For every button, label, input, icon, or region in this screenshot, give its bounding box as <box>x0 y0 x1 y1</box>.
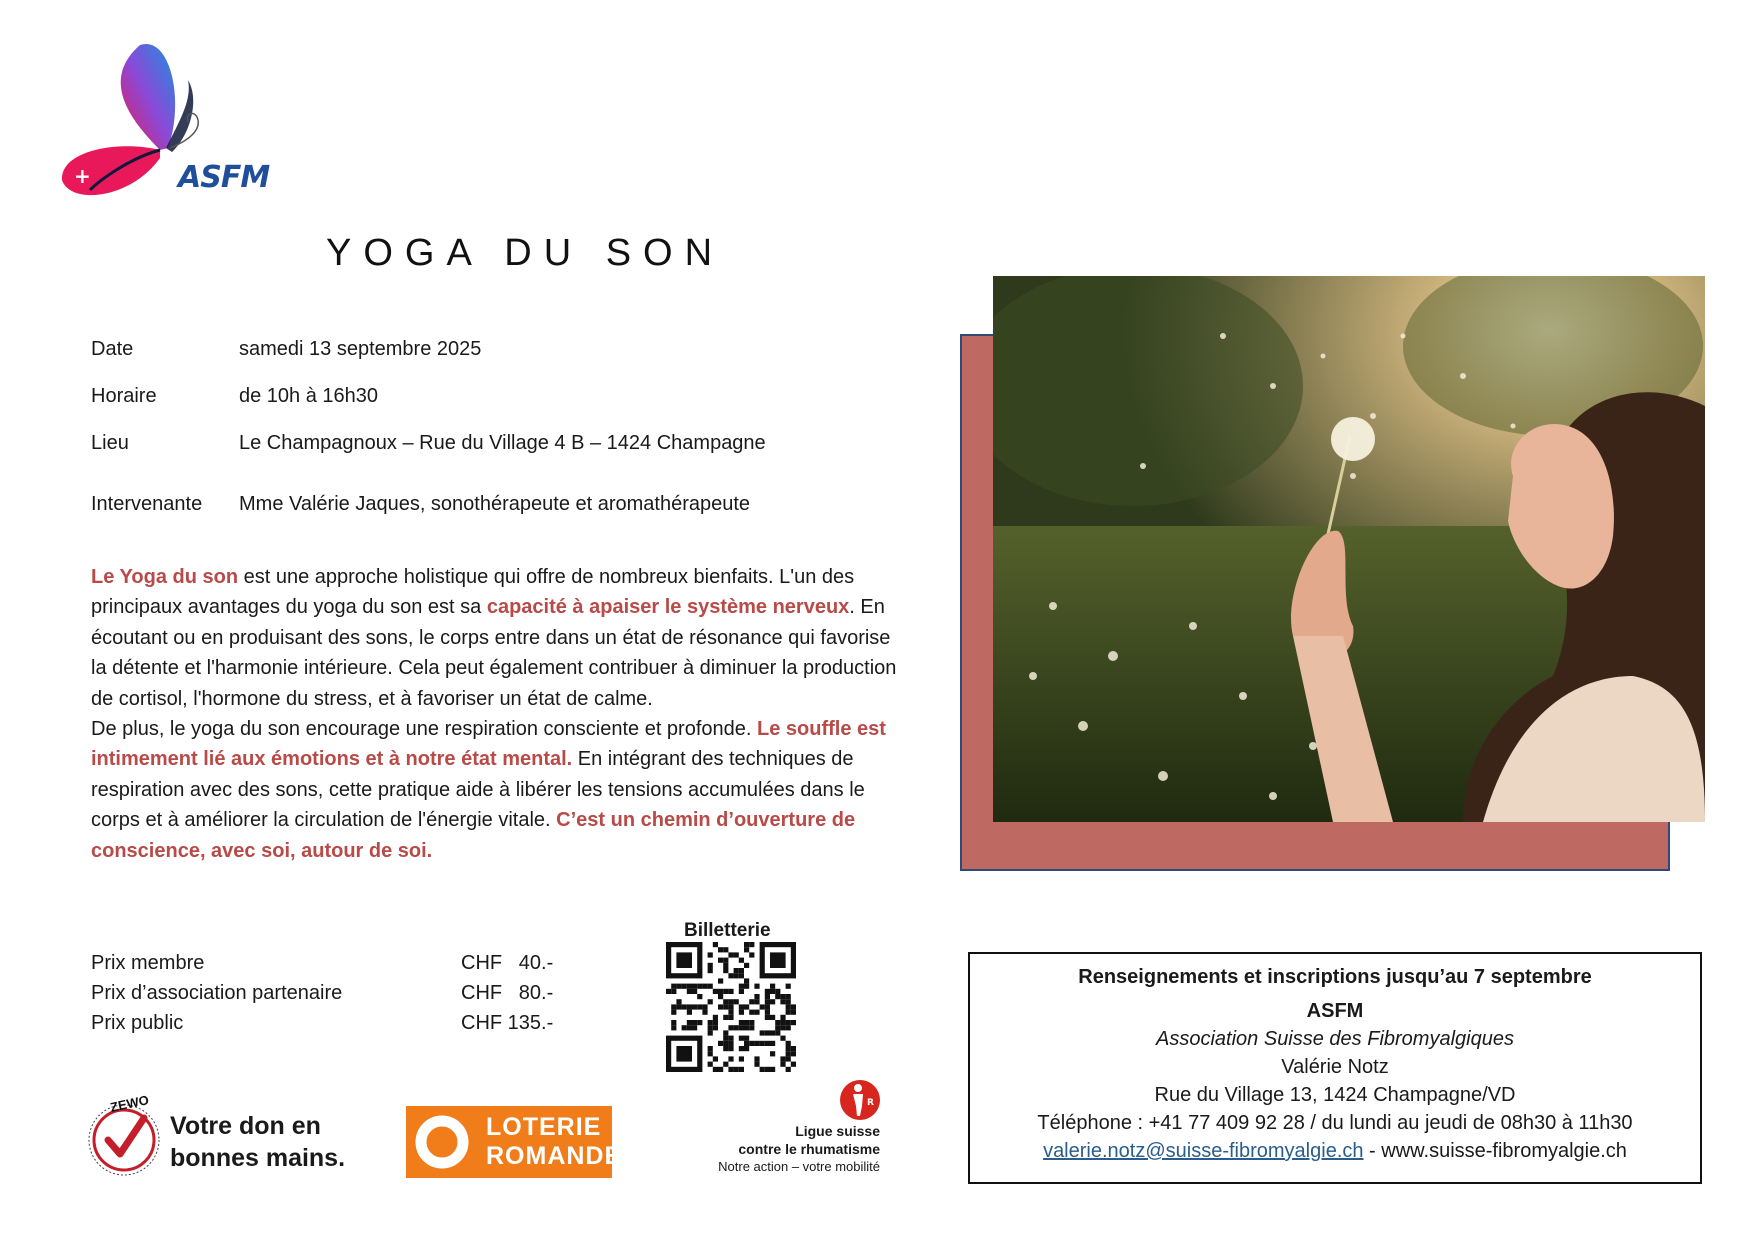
price-value-member: CHF 40.- <box>461 952 554 974</box>
zewo-logo <box>86 1092 162 1176</box>
page-title: YOGA DU SON <box>326 232 725 274</box>
contact-address: Rue du Village 13, 1424 Champagne/VD <box>1154 1084 1516 1106</box>
price-label-partner: Prix d’association partenaire <box>91 982 343 1004</box>
ligue-tagline: Notre action – votre mobilité <box>718 1159 880 1174</box>
separator: - <box>1363 1140 1382 1162</box>
contact-links <box>970 1137 1700 1165</box>
website-link[interactable]: www.suisse-fibromyalgie.ch <box>1381 1140 1627 1162</box>
description-text: est une approche holistique qui offre de nombreux bienfaits. L'un des principaux avantages du yoga du son est sa <box>91 566 855 619</box>
qr-code[interactable] <box>666 942 796 1072</box>
contact-org: ASFM <box>1306 1000 1364 1022</box>
info-label-time: Horaire <box>91 385 157 407</box>
description <box>91 562 903 866</box>
info-value-time: de 10h à 16h30 <box>239 385 379 407</box>
loterie-text <box>486 1113 622 1171</box>
ligue-logo <box>838 1078 882 1122</box>
info-value-place: Le Champagnoux – Rue du Village 4 B – 1424 Champagne <box>239 432 766 454</box>
zewo-badge-text: ZEWO <box>108 1092 151 1115</box>
description-highlight: Le souffle est intimement lié aux émotions et à notre état mental. <box>91 718 886 771</box>
svg-text:+: + <box>74 164 91 188</box>
price-value-public: CHF 135.- <box>461 1012 554 1034</box>
loterie-line-1: LOTERIE <box>486 1113 602 1141</box>
ligue-line-2: contre le rhumatisme <box>738 1141 880 1157</box>
loterie-line-2: ROMANDE <box>486 1142 623 1170</box>
contact-box <box>968 952 1702 1184</box>
loterie-romande-logo <box>406 1106 623 1178</box>
loterie-ring-icon <box>412 1112 472 1172</box>
price-label-public: Prix public <box>91 1012 184 1034</box>
dandelion-photo-illustration <box>993 276 1705 822</box>
contact-heading: Renseignements et inscriptions jusqu’au 7 septembre <box>1078 966 1592 988</box>
svg-text:R: R <box>867 1098 874 1108</box>
description-text: De plus, le yoga du son encourage une respiration consciente et profonde. <box>91 718 757 741</box>
info-value-date: samedi 13 septembre 2025 <box>239 338 482 360</box>
qr-code-icon <box>666 942 796 1072</box>
description-text: . En écoutant ou en produisant des sons, le corps entre dans un état de résonance qui favorise la détente et l'harmonie intérieure. Cela peut également contribuer à diminuer la production de cortisol, l'hormone du stress, et à favoriser un état de calme. <box>91 596 897 710</box>
ligue-figure-icon <box>838 1078 882 1122</box>
description-highlight: C’est un chemin d’ouverture de conscience, avec soi, autour de soi. <box>91 809 856 862</box>
ligue-line-1: Ligue suisse <box>795 1123 880 1139</box>
info-label-place: Lieu <box>91 432 129 454</box>
info-label-date: Date <box>91 338 134 360</box>
contact-association: Association Suisse des Fibromyalgiques <box>1156 1028 1514 1050</box>
price-label-member: Prix membre <box>91 952 205 974</box>
info-label-speaker: Intervenante <box>91 493 203 515</box>
logo-text: ASFM <box>178 160 270 195</box>
description-highlight: Le Yoga du son <box>91 566 239 588</box>
info-value-speaker: Mme Valérie Jaques, sonothérapeute et aromathérapeute <box>239 493 751 515</box>
email-link[interactable]: valerie.notz@suisse-fibromyalgie.ch <box>1043 1140 1364 1162</box>
contact-phone: Téléphone : +41 77 409 92 28 / du lundi au jeudi de 08h30 à 11h30 <box>1037 1112 1633 1134</box>
zewo-line-2: bonnes mains. <box>170 1144 346 1172</box>
description-highlight: capacité à apaiser le système nerveux <box>486 596 850 619</box>
ligue-name <box>738 1122 880 1158</box>
ticketing-title: Billetterie <box>684 920 771 941</box>
contact-person: Valérie Notz <box>1281 1056 1389 1078</box>
zewo-slogan <box>170 1110 345 1174</box>
description-text: En intégrant des techniques de respiration avec des sons, cette pratique aide à libérer les tensions accumulées dans le corps et à améliorer la circulation de l'énergie vitale. <box>91 748 865 832</box>
event-photo <box>993 276 1705 822</box>
zewo-line-1: Votre don en <box>170 1112 321 1140</box>
asfm-logo <box>60 40 270 210</box>
price-value-partner: CHF 80.- <box>461 982 554 1004</box>
